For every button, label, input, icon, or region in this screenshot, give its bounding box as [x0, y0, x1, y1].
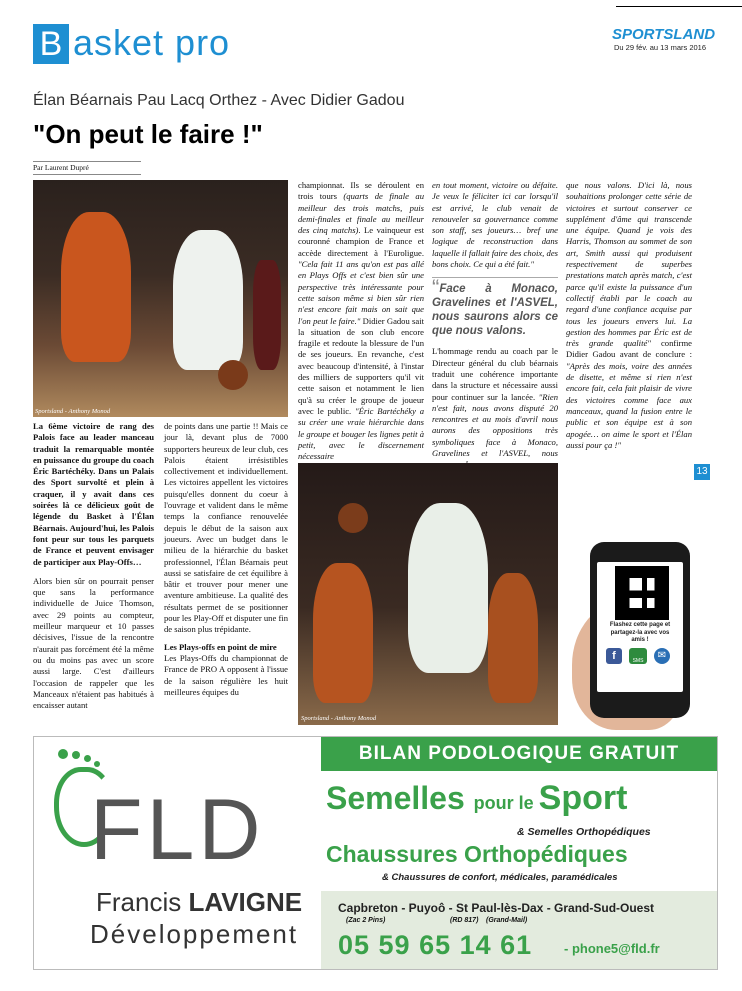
brand-sports: SPORTS [612, 26, 674, 43]
player-orange-jersey [61, 212, 131, 362]
col4-text [432, 346, 558, 470]
byline: Par Laurent Dupré [33, 163, 89, 172]
fld-last-name: LAVIGNE [188, 887, 303, 917]
col4-a: L'hommage rendu au coach par le Directeur général du club béarnais traduit une cohérence importante dans la structure et nécessaire aussi pour continuer sur la lancée. [432, 346, 558, 402]
col5-text [566, 180, 692, 451]
column-3 [298, 180, 424, 462]
issue-dates: Du 29 fév. au 13 mars 2016 [614, 43, 706, 52]
fld-advertisement[interactable] [33, 736, 718, 970]
col2-subhead: Les Plays-offs en point de mire [164, 641, 277, 652]
lead-paragraph: La 6ème victoire de rang des Palois face au leader manceau traduit la remarquable montée en puissance du groupe du coach Éric Bartéchéky. Dans un Palais des Sport survolté et plein à craquer, il y avait dans ces soirées là ce délicieux goût de légende du Basket à l'Élan Béarnais. Aujourd'hui, les Palois font peur sur tous les parquets de France et peuvent envisager de participer aux Play-Offs… [33, 421, 154, 567]
ad-banner: BILAN PODOLOGIQUE GRATUIT [321, 737, 717, 771]
player-orange-defender-right [488, 573, 538, 703]
section-header [33, 24, 293, 64]
ad-locations: Capbreton - Puyoô - St Paul-lès-Dax - Grand-Sud-Ouest [338, 901, 655, 915]
col5-c: "Après des mois, voire des années de disette, et même si rien n'est encore fait, cela fait plaisir de vivre des victoires comme face aux manceaux, quand la fusion entre le public et son équipe est à son apogée… on aime le sport et l'Élan aussi pour ça !" [566, 360, 692, 450]
ad-pour-le: pour le [473, 793, 539, 813]
fld-logo-text: FLD [90, 782, 265, 878]
top-edge-marks [616, 0, 742, 7]
ad-chaussures: Chaussures Orthopédiques [326, 841, 628, 867]
phone-promo [572, 530, 714, 730]
photo-basketball-game-1 [33, 180, 288, 417]
ad-sport: Sport [538, 779, 628, 817]
column-1 [33, 421, 154, 711]
toe-dot [94, 761, 100, 767]
ad-loc1: (Zac 2 Pins) [346, 917, 386, 924]
ad-semelles: Semelles [326, 780, 474, 816]
toe-dot [72, 751, 80, 759]
col5-a: que nous valons. D'ici là, nous souhaitions prolonger cette série de victoires et surtout conserver ce supplément d'âme qui transcende une équipe. Quand je vois des Harris, Thomson au sommet de son art, Smith aussi qui produisent respectivement de superbes prestations match après match, c'est parce qu'il existe la puissance d'un collectif établi par le coach au regard d'une confiance acquise par tous les joueurs envers lui. La gestion des hommes par Éric est de très grande qualité" [566, 180, 692, 349]
col4-top: en tout moment, victoire ou défaite. Je veux le féliciter ici car lorsqu'il est arrivé, le club venait de renouveler sa gouvernance comme son staff, ses joueurs… bref une logique de reconstruction dans laquelle il fallait faire des choix, des bons choix. Ce qui a été fait." [432, 180, 558, 270]
qr-code-icon [615, 566, 669, 620]
page-number: 13 [694, 464, 710, 480]
photo-basketball-game-2 [298, 463, 558, 725]
player-white-jersey-layup [408, 503, 488, 673]
byline-rule [33, 161, 141, 162]
toe-dot [84, 755, 91, 762]
article-kicker: Élan Béarnais Pau Lacq Orthez - Avec Didier Gadou [33, 92, 405, 109]
col3-d: "Cela fait 11 ans qu'on est pas allé en Plays Offs et c'est bien sûr une perspective très intéressante pour cette saison même si bien sûr rien n'est encore fait mais on sait que l'on peut le faire." [298, 259, 424, 326]
player-orange-defender-left [313, 563, 373, 703]
pull-quote [432, 277, 558, 338]
ad-loc3: (Grand-Mail) [486, 917, 528, 924]
photo1-credit: Sportsland - Anthony Monod [35, 408, 111, 415]
column-2 [164, 421, 288, 698]
col3-c: . Le vainqueur est couronné champion de France et accède directement à l'Euroligue. [298, 225, 424, 258]
basketball-icon [218, 360, 248, 390]
quote-mark-icon: “ [432, 275, 440, 301]
article-title: "On peut le faire !" [33, 119, 263, 149]
column-5 [566, 180, 692, 451]
col3-f: "Éric Bartéchéky a su créer une vraie hiérarchie dans le groupe et bouger les lignes petit à petit, avec le discernement nécessaire [298, 405, 424, 462]
col2-body: de points dans une partie !! Mais ce jour là, devant plus de 7000 supporters heureux de leur club, ces Palois étaient irrésistibles collectivement et individuellement. Les victoires appellent les victoires puisqu'elles donnent du coeur à l'ouvrage et valident dans le même temps la confiance renouvelée depuis le début de la saison aux joueurs. Avec un budget dans le milieu de la hiérarchie du basket professionnel, l'Élan Béarnais peut aussi se satisfaire de cet équilibre à bâtir et trouver pour mener une aventure ambitieuse. La qualité des résultats permet de se positionner pour les Play-Off et disputer une fin de saison plus trépidante. [164, 421, 288, 635]
col3-text [298, 180, 424, 462]
ad-line-semelles [326, 779, 627, 818]
col3-e: Didier Gadou sait la situation de son club encore fragile et redoute la blessure de l'un de ses joueurs. En revanche, c'est avec beaucoup d'intensité, à l'instar des milliers de supporters qu'il vit cette saison et notamment le lien qu'à su créer le groupe de joueur avec le public. [298, 315, 424, 416]
player-white-jersey [173, 230, 243, 370]
brand-land: LAND [673, 26, 716, 43]
phone-promo-text: Flashez cette page et partagez-la avec vos amis ! [609, 622, 671, 643]
fld-company: Développement [90, 919, 299, 949]
fld-name [96, 887, 302, 918]
ad-loc2: (RD 817) [450, 917, 479, 924]
section-title: asket pro [73, 22, 231, 63]
col2-body2: Les Plays-Offs du championnat de France de PRO A opposent à l'issue de la saison régulière les huit meilleures équipes du [164, 652, 288, 697]
sms-label: SMS [632, 658, 644, 664]
ad-semelles-ortho: & Semelles Orthopédiques [517, 826, 651, 838]
col3-b: (quarts de finale au meilleur des trois matchs, puis demi-finales et finale au meilleur des cinq matchs) [298, 191, 424, 236]
ad-chaussures-confort: & Chaussures de confort, médicales, paramédicales [382, 872, 618, 883]
sportsland-logo [612, 26, 715, 43]
basketball-ball-icon [338, 503, 368, 533]
col3-a: championnat. Ils se déroulent en trois tours [298, 180, 424, 202]
ad-phone[interactable]: 05 59 65 14 61 [338, 930, 533, 960]
referee-figure [253, 260, 281, 370]
fld-first-name: Francis [96, 887, 189, 917]
section-letter-box: B [33, 24, 69, 64]
byline-rule-bottom [33, 174, 141, 175]
quote-text: Face à Monaco, Gravelines et l'ASVEL, nous saurons alors ce que nous valons. [432, 283, 558, 338]
col5-b: confirme Didier Gadou avant de conclure : [566, 338, 692, 360]
facebook-icon[interactable]: f [606, 648, 622, 664]
sms-icon[interactable] [629, 648, 647, 664]
photo2-credit: Sportsland - Anthony Monod [301, 715, 377, 722]
email-icon[interactable]: ✉ [654, 648, 670, 664]
ad-email[interactable]: - phone5@fld.fr [564, 941, 660, 956]
column-4 [432, 180, 558, 471]
col1-body: Alors bien sûr on pourrait penser que sans la performance individuelle de Juice Thomson, avec 29 points au compteur, meilleur marqueur et 10 passes décisives, l'issue de la rencontre n'aurait pas forcément été la même ou du moins pas avec un score aussi large. C'est d'ailleurs l'occasion de rappeler que les Manceaux n'étaient pas habitués à encaisser autant [33, 575, 154, 711]
toe-dot [58, 749, 68, 759]
col4-b: "Rien n'est fait, nous avons disputé 20 rencontres et au mois d'avril nous aurons des oppositions très symboliques face à Monaco, Gravelines et l'ASVEL, nous [432, 391, 558, 459]
